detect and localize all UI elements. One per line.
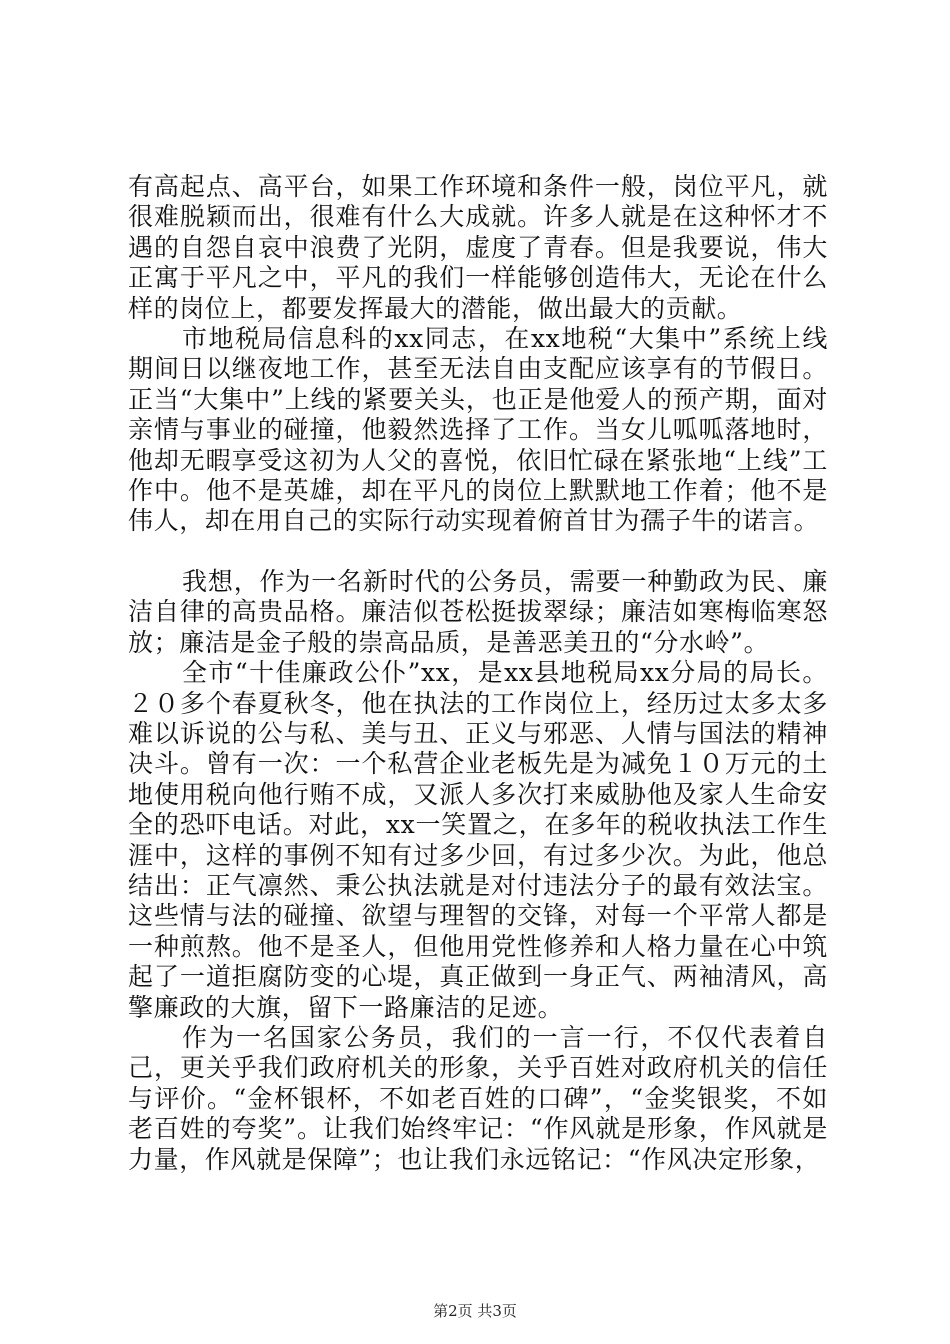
paragraph-5: 作为一名国家公务员，我们的一言一行，不仅代表着自己，更关乎我们政府机关的形象，关乎百姓对政府机关的信任与评价。“金杯银杯，不如老百姓的口碑”，“金奖银奖，不如老百姓的夸奖”。让我们始终牢记：“作风就是形象，作风就是力量，作风就是保障”；也让我们永远铭记：“作风决定形象，: [128, 1022, 828, 1174]
document-body: [128, 172, 828, 1175]
page-footer: 第2页 共3页: [433, 1302, 517, 1320]
paragraph-1: 有高起点、高平台，如果工作环境和条件一般，岗位平凡，就很难脱颖而出，很难有什么大成就。许多人就是在这种怀才不遇的自怨自哀中浪费了光阴，虚度了青春。但是我要说，伟大正寓于平凡之中，平凡的我们一样能够创造伟大，无论在什么样的岗位上，都要发挥最大的潜能，做出最大的贡献。: [128, 172, 828, 323]
paragraph-3: 我想，作为一名新时代的公务员，需要一种勤政为民、廉洁自律的高贵品格。廉洁似苍松挺拔翠绿；廉洁如寒梅临寒怒放；廉洁是金子般的崇高品质，是善恶美丑的“分水岭”。: [128, 566, 828, 657]
paragraph-2: 市地税局信息科的xx同志，在xx地税“大集中”系统上线期间日以继夜地工作，甚至无法自由支配应该享有的节假日。正当“大集中”上线的紧要关头，也正是他爱人的预产期，面对亲情与事业的碰撞，他毅然选择了工作。当女儿呱呱落地时，他却无暇享受这初为人父的喜悦，依旧忙碌在紧张地“上线”工作中。他不是英雄，却在平凡的岗位上默默地工作着；他不是伟人，却在用自己的实际行动实现着俯首甘为孺子牛的诺言。: [128, 324, 828, 536]
paragraph-4: 全市“十佳廉政公仆”xx，是xx县地税局xx分局的局长。２０多个春夏秋冬，他在执法的工作岗位上，经历过太多太多难以诉说的公与私、美与丑、正义与邪恶、人情与国法的精神决斗。曾有一次：一个私营企业老板先是为减免１０万元的土地使用税向他行贿不成，又派人多次打来威胁他及家人生命安全的恐吓电话。对此，xx一笑置之，在多年的税收执法工作生涯中，这样的事例不知有过多少回，有过多少次。为此，他总结出：正气凛然、秉公执法就是对付违法分子的最有效法宝。这些情与法的碰撞、欲望与理智的交锋，对每一个平常人都是一种煎熬。他不是圣人，但他用党性修养和人格力量在心中筑起了一道拒腐防变的心堤，真正做到一身正气、两袖清风，高擎廉政的大旗，留下一路廉洁的足迹。: [128, 658, 828, 1022]
